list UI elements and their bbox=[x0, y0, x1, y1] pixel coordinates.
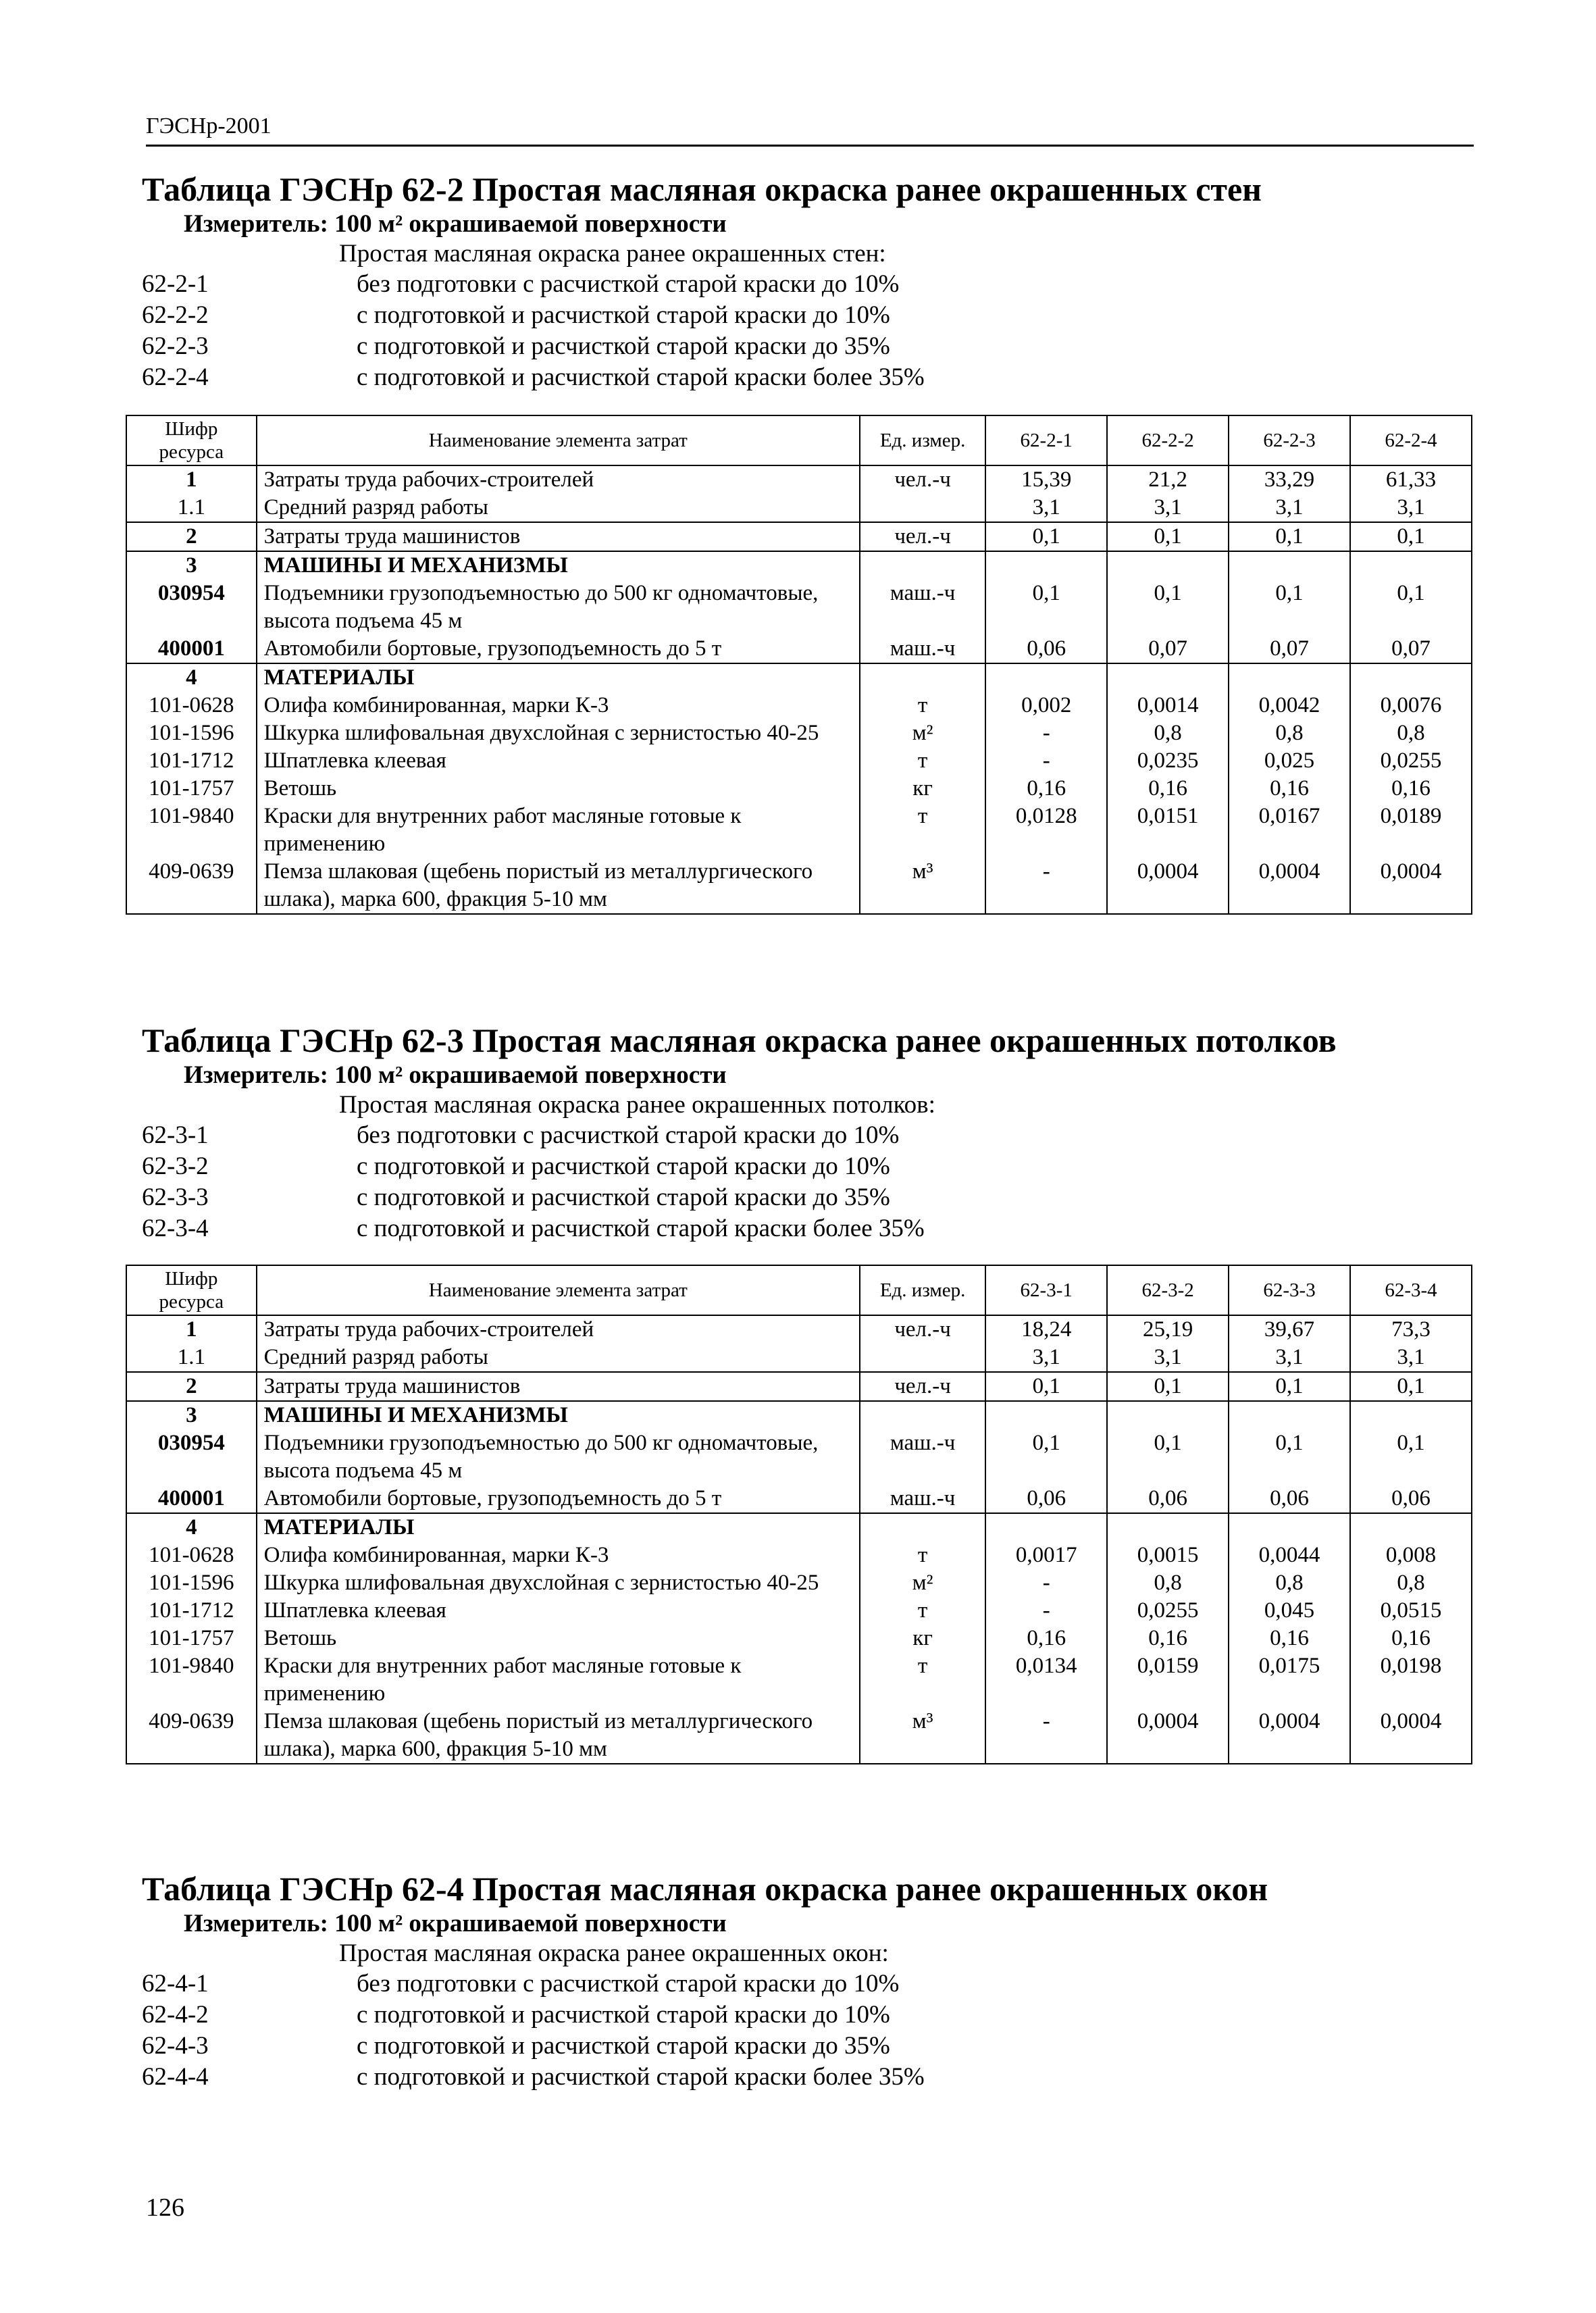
item-code: 62-4-1 bbox=[142, 1970, 209, 1998]
header-code: Шифр ресурса bbox=[126, 415, 257, 465]
doc-code: ГЭСНр-2001 bbox=[146, 113, 272, 138]
norm-value: 0,0004 bbox=[1107, 858, 1229, 914]
item-text: с подготовкой и расчисткой старой краски до 10% bbox=[357, 2001, 890, 2029]
norm-value: 0,1 bbox=[1350, 1372, 1472, 1401]
table-row bbox=[126, 494, 1472, 522]
item-text: с подготовкой и расчисткой старой краски до 35% bbox=[357, 1184, 890, 1211]
resource-code: 1.1 bbox=[126, 1344, 257, 1372]
table-row bbox=[126, 719, 1472, 747]
table-row bbox=[126, 635, 1472, 663]
list-item bbox=[142, 1968, 1479, 2000]
cost-element-name: Олифа комбинированная, марки К-3 bbox=[257, 692, 860, 719]
norm-value: 25,19 bbox=[1107, 1315, 1229, 1344]
norm-table bbox=[126, 415, 1472, 915]
resource-code: 400001 bbox=[126, 635, 257, 663]
norm-value: 0,0189 bbox=[1350, 803, 1472, 858]
norm-value: 0,06 bbox=[985, 1485, 1107, 1513]
item-code: 62-3-2 bbox=[142, 1152, 209, 1180]
norm-value: 0,1 bbox=[1229, 522, 1350, 551]
norm-value: 3,1 bbox=[985, 494, 1107, 522]
norm-value: 0,1 bbox=[1350, 522, 1472, 551]
item-text: с подготовкой и расчисткой старой краски более 35% bbox=[357, 2063, 925, 2091]
cost-element-name: Шкурка шлифовальная двухслойная с зернистостью 40-25 bbox=[257, 719, 860, 747]
cost-element-name: Олифа комбинированная, марки К-3 bbox=[257, 1542, 860, 1569]
norm-value: 0,07 bbox=[1107, 635, 1229, 663]
norm-value: 3,1 bbox=[1107, 494, 1229, 522]
resource-code: 1.1 bbox=[126, 494, 257, 522]
norm-value: 0,8 bbox=[1350, 1569, 1472, 1597]
header-unit: Ед. измер. bbox=[860, 415, 985, 465]
norm-value: 0,0004 bbox=[1229, 1708, 1350, 1764]
norm-value: 0,0255 bbox=[1350, 747, 1472, 775]
norm-value: 3,1 bbox=[1229, 494, 1350, 522]
section-62-4 bbox=[142, 1869, 1479, 2093]
norm-table bbox=[126, 1265, 1472, 1764]
list-item bbox=[142, 1120, 1479, 1151]
list-item bbox=[142, 331, 1479, 362]
norm-value: 0,0044 bbox=[1229, 1542, 1350, 1569]
resource-code: 2 bbox=[126, 1372, 257, 1401]
unit: чел.-ч bbox=[860, 1315, 985, 1344]
resource-code: 101-1757 bbox=[126, 775, 257, 803]
cost-element-name: Ветошь bbox=[257, 1625, 860, 1652]
norm-value: 33,29 bbox=[1229, 465, 1350, 494]
item-text: с подготовкой и расчисткой старой краски более 35% bbox=[357, 363, 925, 391]
norm-value bbox=[1107, 1401, 1229, 1429]
item-code: 62-4-4 bbox=[142, 2063, 209, 2091]
list-item bbox=[142, 269, 1479, 300]
resource-code: 409-0639 bbox=[126, 1708, 257, 1764]
norm-value: 0,07 bbox=[1229, 635, 1350, 663]
table-row bbox=[126, 1315, 1472, 1344]
table-row bbox=[126, 465, 1472, 494]
table-row bbox=[126, 858, 1472, 914]
norm-value: 0,8 bbox=[1350, 719, 1472, 747]
norm-value: - bbox=[985, 747, 1107, 775]
unit: маш.-ч bbox=[860, 1429, 985, 1485]
norm-value: 18,24 bbox=[985, 1315, 1107, 1344]
table-row bbox=[126, 1513, 1472, 1542]
norm-value: - bbox=[985, 1569, 1107, 1597]
norm-value: 0,8 bbox=[1107, 1569, 1229, 1597]
norm-value: 0,1 bbox=[1350, 1429, 1472, 1485]
norm-value: 0,0235 bbox=[1107, 747, 1229, 775]
unit: чел.-ч bbox=[860, 1372, 985, 1401]
header-name: Наименование элемента затрат bbox=[257, 415, 860, 465]
resource-code: 101-1596 bbox=[126, 719, 257, 747]
norm-value: 0,0255 bbox=[1107, 1597, 1229, 1625]
norm-value: 0,8 bbox=[1107, 719, 1229, 747]
norm-value: 0,1 bbox=[1107, 580, 1229, 635]
resource-code: 3 bbox=[126, 551, 257, 580]
item-code: 62-3-3 bbox=[142, 1184, 209, 1211]
norm-value: 0,16 bbox=[1350, 1625, 1472, 1652]
norm-value: - bbox=[985, 719, 1107, 747]
norm-value bbox=[985, 1513, 1107, 1542]
norm-value: 0,1 bbox=[985, 1429, 1107, 1485]
table-row bbox=[126, 1401, 1472, 1429]
table-title: Таблица ГЭСНр 62-3 Простая масляная окраска ранее окрашенных потолков bbox=[142, 1021, 1337, 1059]
norm-value: 0,0014 bbox=[1107, 692, 1229, 719]
norm-value bbox=[985, 551, 1107, 580]
norm-value bbox=[1350, 1513, 1472, 1542]
norm-value bbox=[1229, 663, 1350, 692]
section-62-3 bbox=[142, 1020, 1479, 1244]
code-list bbox=[142, 1120, 1479, 1244]
code-list bbox=[142, 1968, 1479, 2093]
norm-value: 0,0004 bbox=[1229, 858, 1350, 914]
cost-element-name: Затраты труда рабочих-строителей bbox=[257, 1315, 860, 1344]
meter-line: Измеритель: 100 м² окрашиваемой поверхности bbox=[184, 1061, 727, 1089]
norm-value: 61,33 bbox=[1350, 465, 1472, 494]
meter-line: Измеритель: 100 м² окрашиваемой поверхности bbox=[184, 210, 727, 238]
unit bbox=[860, 1344, 985, 1372]
table-row bbox=[126, 663, 1472, 692]
norm-value: 3,1 bbox=[1350, 1344, 1472, 1372]
cost-element-name: Шкурка шлифовальная двухслойная с зернистостью 40-25 bbox=[257, 1569, 860, 1597]
resource-code: 400001 bbox=[126, 1485, 257, 1513]
cost-element-name: Автомобили бортовые, грузоподъемность до 5 т bbox=[257, 635, 860, 663]
table-row bbox=[126, 580, 1472, 635]
header-norm-code: 62-3-1 bbox=[985, 1265, 1107, 1315]
norm-value: 0,16 bbox=[985, 1625, 1107, 1652]
resource-code: 101-1712 bbox=[126, 1597, 257, 1625]
norm-value: 0,0198 bbox=[1350, 1652, 1472, 1708]
intro-line: Простая масляная окраска ранее окрашенных потолков: bbox=[339, 1091, 935, 1119]
item-text: с подготовкой и расчисткой старой краски до 10% bbox=[357, 301, 890, 329]
cost-element-name: МАШИНЫ И МЕХАНИЗМЫ bbox=[257, 551, 860, 580]
table-row bbox=[126, 1344, 1472, 1372]
unit bbox=[860, 1401, 985, 1429]
header-code: Шифр ресурса bbox=[126, 1265, 257, 1315]
cost-element-name: Затраты труда машинистов bbox=[257, 1372, 860, 1401]
norm-value bbox=[985, 663, 1107, 692]
header-unit: Ед. измер. bbox=[860, 1265, 985, 1315]
norm-value bbox=[1229, 551, 1350, 580]
norm-value: 0,0167 bbox=[1229, 803, 1350, 858]
resource-code: 101-0628 bbox=[126, 692, 257, 719]
table-row bbox=[126, 1429, 1472, 1485]
norm-value: 0,1 bbox=[1229, 580, 1350, 635]
table-header-row bbox=[126, 415, 1472, 465]
intro-line: Простая масляная окраска ранее окрашенных окон: bbox=[339, 1939, 889, 1967]
norm-value: 0,1 bbox=[1229, 1429, 1350, 1485]
unit: маш.-ч bbox=[860, 635, 985, 663]
table-row bbox=[126, 1485, 1472, 1513]
norm-value bbox=[1229, 1401, 1350, 1429]
cost-element-name: Шпатлевка клеевая bbox=[257, 747, 860, 775]
table-row bbox=[126, 692, 1472, 719]
cost-element-name: Затраты труда рабочих-строителей bbox=[257, 465, 860, 494]
norm-value: 3,1 bbox=[1350, 494, 1472, 522]
list-item bbox=[142, 362, 1479, 393]
norm-value: 0,0042 bbox=[1229, 692, 1350, 719]
header-norm-code: 62-3-2 bbox=[1107, 1265, 1229, 1315]
item-text: с подготовкой и расчисткой старой краски до 35% bbox=[357, 332, 890, 360]
item-code: 62-2-4 bbox=[142, 363, 209, 391]
header-name: Наименование элемента затрат bbox=[257, 1265, 860, 1315]
norm-value: 0,1 bbox=[1107, 1372, 1229, 1401]
norm-value: 0,1 bbox=[1107, 1429, 1229, 1485]
table-row bbox=[126, 522, 1472, 551]
item-text: без подготовки с расчисткой старой краски до 10% bbox=[357, 1970, 900, 1998]
norm-value: - bbox=[985, 1597, 1107, 1625]
norm-value: 3,1 bbox=[1229, 1344, 1350, 1372]
unit: м³ bbox=[860, 1708, 985, 1764]
norm-value: 0,8 bbox=[1229, 719, 1350, 747]
code-list bbox=[142, 269, 1479, 393]
cost-element-name: Средний разряд работы bbox=[257, 1344, 860, 1372]
table-title: Таблица ГЭСНр 62-2 Простая масляная окраска ранее окрашенных стен bbox=[142, 170, 1262, 208]
norm-value: 0,045 bbox=[1229, 1597, 1350, 1625]
table-row bbox=[126, 1542, 1472, 1569]
header-norm-code: 62-2-3 bbox=[1229, 415, 1350, 465]
table-row bbox=[126, 1652, 1472, 1708]
unit bbox=[860, 663, 985, 692]
norm-value: 0,1 bbox=[1107, 522, 1229, 551]
item-text: с подготовкой и расчисткой старой краски более 35% bbox=[357, 1215, 925, 1242]
cost-element-name: Подъемники грузоподъемностью до 500 кг одномачтовые, высота подъема 45 м bbox=[257, 1429, 860, 1485]
unit: м² bbox=[860, 1569, 985, 1597]
unit: т bbox=[860, 747, 985, 775]
norm-value: 15,39 bbox=[985, 465, 1107, 494]
cost-element-name: МАТЕРИАЛЫ bbox=[257, 1513, 860, 1542]
norm-value: 0,16 bbox=[1107, 775, 1229, 803]
norm-value: 0,0004 bbox=[1350, 858, 1472, 914]
cost-element-name: Шпатлевка клеевая bbox=[257, 1597, 860, 1625]
table-row bbox=[126, 1597, 1472, 1625]
norm-value: 0,1 bbox=[1350, 580, 1472, 635]
norm-value: 0,8 bbox=[1229, 1569, 1350, 1597]
cost-element-name: Пемза шлаковая (щебень пористый из металлургического шлака), марка 600, фракция 5-10 мм bbox=[257, 1708, 860, 1764]
cost-element-name: Краски для внутренних работ масляные готовые к применению bbox=[257, 803, 860, 858]
unit: т bbox=[860, 1597, 985, 1625]
unit: чел.-ч bbox=[860, 465, 985, 494]
cost-element-name: Краски для внутренних работ масляные готовые к применению bbox=[257, 1652, 860, 1708]
resource-code: 4 bbox=[126, 1513, 257, 1542]
unit: маш.-ч bbox=[860, 1485, 985, 1513]
norm-value: 0,0175 bbox=[1229, 1652, 1350, 1708]
norm-value: 0,16 bbox=[1350, 775, 1472, 803]
resource-code: 4 bbox=[126, 663, 257, 692]
norm-value: 73,3 bbox=[1350, 1315, 1472, 1344]
intro-line: Простая масляная окраска ранее окрашенных стен: bbox=[339, 240, 886, 268]
table-row bbox=[126, 1372, 1472, 1401]
norm-value: 0,0151 bbox=[1107, 803, 1229, 858]
norm-value: - bbox=[985, 1708, 1107, 1764]
table-row bbox=[126, 1625, 1472, 1652]
list-item bbox=[142, 2062, 1479, 2093]
norm-value: 21,2 bbox=[1107, 465, 1229, 494]
norm-value bbox=[1229, 1513, 1350, 1542]
list-item bbox=[142, 2031, 1479, 2062]
item-code: 62-3-1 bbox=[142, 1121, 209, 1149]
item-code: 62-4-3 bbox=[142, 2032, 209, 2060]
resource-code: 1 bbox=[126, 465, 257, 494]
unit: т bbox=[860, 692, 985, 719]
cost-element-name: Ветошь bbox=[257, 775, 860, 803]
norm-value: 0,002 bbox=[985, 692, 1107, 719]
unit: т bbox=[860, 1542, 985, 1569]
norm-value: 0,0004 bbox=[1107, 1708, 1229, 1764]
item-code: 62-2-1 bbox=[142, 270, 209, 298]
item-code: 62-2-2 bbox=[142, 301, 209, 329]
resource-code: 101-0628 bbox=[126, 1542, 257, 1569]
cost-element-name: Средний разряд работы bbox=[257, 494, 860, 522]
norm-value: 0,06 bbox=[985, 635, 1107, 663]
norm-value: 0,06 bbox=[1350, 1485, 1472, 1513]
cost-element-name: Автомобили бортовые, грузоподъемность до 5 т bbox=[257, 1485, 860, 1513]
norm-value: 0,0134 bbox=[985, 1652, 1107, 1708]
norm-value bbox=[1350, 663, 1472, 692]
norm-value: 0,16 bbox=[1107, 1625, 1229, 1652]
item-code: 62-2-3 bbox=[142, 332, 209, 360]
resource-code: 101-9840 bbox=[126, 1652, 257, 1708]
norm-value: 39,67 bbox=[1229, 1315, 1350, 1344]
page-number: 126 bbox=[146, 2193, 184, 2222]
norm-value: 0,0159 bbox=[1107, 1652, 1229, 1708]
list-item bbox=[142, 1213, 1479, 1244]
cost-element-name: Подъемники грузоподъемностью до 500 кг одномачтовые, высота подъема 45 м bbox=[257, 580, 860, 635]
norm-value: 3,1 bbox=[985, 1344, 1107, 1372]
norm-value: 0,1 bbox=[985, 580, 1107, 635]
table-row bbox=[126, 1569, 1472, 1597]
table-row bbox=[126, 803, 1472, 858]
norm-value: 0,025 bbox=[1229, 747, 1350, 775]
norm-value bbox=[1350, 551, 1472, 580]
norm-value: 0,008 bbox=[1350, 1542, 1472, 1569]
table-row bbox=[126, 551, 1472, 580]
resource-code: 1 bbox=[126, 1315, 257, 1344]
unit: кг bbox=[860, 775, 985, 803]
norm-value: 0,16 bbox=[1229, 775, 1350, 803]
cost-element-name: МАШИНЫ И МЕХАНИЗМЫ bbox=[257, 1401, 860, 1429]
unit bbox=[860, 551, 985, 580]
norm-value: 0,1 bbox=[985, 1372, 1107, 1401]
table-title: Таблица ГЭСНр 62-4 Простая масляная окраска ранее окрашенных окон bbox=[142, 1870, 1268, 1908]
header-norm-code: 62-2-4 bbox=[1350, 415, 1472, 465]
norm-value bbox=[985, 1401, 1107, 1429]
norm-value: 0,0015 bbox=[1107, 1542, 1229, 1569]
unit: м² bbox=[860, 719, 985, 747]
unit: кг bbox=[860, 1625, 985, 1652]
item-code: 62-3-4 bbox=[142, 1215, 209, 1242]
item-code: 62-4-2 bbox=[142, 2001, 209, 2029]
resource-code: 101-1757 bbox=[126, 1625, 257, 1652]
resource-code: 2 bbox=[126, 522, 257, 551]
item-text: с подготовкой и расчисткой старой краски до 10% bbox=[357, 1152, 890, 1180]
item-text: без подготовки с расчисткой старой краски до 10% bbox=[357, 1121, 900, 1149]
meter-line: Измеритель: 100 м² окрашиваемой поверхности bbox=[184, 1910, 727, 1937]
resource-code: 101-1712 bbox=[126, 747, 257, 775]
norm-value: 0,0017 bbox=[985, 1542, 1107, 1569]
norm-value bbox=[1107, 663, 1229, 692]
norm-value: 3,1 bbox=[1107, 1344, 1229, 1372]
norm-value: 0,06 bbox=[1229, 1485, 1350, 1513]
norm-value: 0,1 bbox=[1229, 1372, 1350, 1401]
table-row bbox=[126, 747, 1472, 775]
cost-element-name: Пемза шлаковая (щебень пористый из металлургического шлака), марка 600, фракция 5-10 мм bbox=[257, 858, 860, 914]
unit bbox=[860, 494, 985, 522]
list-item bbox=[142, 1182, 1479, 1213]
resource-code: 3 bbox=[126, 1401, 257, 1429]
unit: маш.-ч bbox=[860, 580, 985, 635]
item-text: с подготовкой и расчисткой старой краски до 35% bbox=[357, 2032, 890, 2060]
norm-value: 0,16 bbox=[985, 775, 1107, 803]
unit: т bbox=[860, 1652, 985, 1708]
resource-code: 101-9840 bbox=[126, 803, 257, 858]
norm-value: 0,0128 bbox=[985, 803, 1107, 858]
norm-value: 0,07 bbox=[1350, 635, 1472, 663]
unit: м³ bbox=[860, 858, 985, 914]
header-norm-code: 62-2-1 bbox=[985, 415, 1107, 465]
section-62-2 bbox=[142, 169, 1479, 393]
norm-value: 0,16 bbox=[1229, 1625, 1350, 1652]
table-row bbox=[126, 1708, 1472, 1764]
list-item bbox=[142, 300, 1479, 331]
norm-value: - bbox=[985, 858, 1107, 914]
resource-code: 101-1596 bbox=[126, 1569, 257, 1597]
list-item bbox=[142, 2000, 1479, 2031]
resource-code: 030954 bbox=[126, 580, 257, 635]
norm-value: 0,0004 bbox=[1350, 1708, 1472, 1764]
unit bbox=[860, 1513, 985, 1542]
resource-code: 409-0639 bbox=[126, 858, 257, 914]
header-norm-code: 62-2-2 bbox=[1107, 415, 1229, 465]
norm-value: 0,1 bbox=[985, 522, 1107, 551]
norm-value: 0,06 bbox=[1107, 1485, 1229, 1513]
norm-value: 0,0515 bbox=[1350, 1597, 1472, 1625]
norm-value bbox=[1350, 1401, 1472, 1429]
list-item bbox=[142, 1151, 1479, 1182]
header-norm-code: 62-3-3 bbox=[1229, 1265, 1350, 1315]
cost-element-name: МАТЕРИАЛЫ bbox=[257, 663, 860, 692]
table-row bbox=[126, 775, 1472, 803]
norm-value bbox=[1107, 1513, 1229, 1542]
unit: т bbox=[860, 803, 985, 858]
norm-value: 0,0076 bbox=[1350, 692, 1472, 719]
resource-code: 030954 bbox=[126, 1429, 257, 1485]
item-text: без подготовки с расчисткой старой краски до 10% bbox=[357, 270, 900, 298]
table-header-row bbox=[126, 1265, 1472, 1315]
norm-value bbox=[1107, 551, 1229, 580]
cost-element-name: Затраты труда машинистов bbox=[257, 522, 860, 551]
unit: чел.-ч bbox=[860, 522, 985, 551]
header-norm-code: 62-3-4 bbox=[1350, 1265, 1472, 1315]
running-header bbox=[146, 113, 1474, 147]
